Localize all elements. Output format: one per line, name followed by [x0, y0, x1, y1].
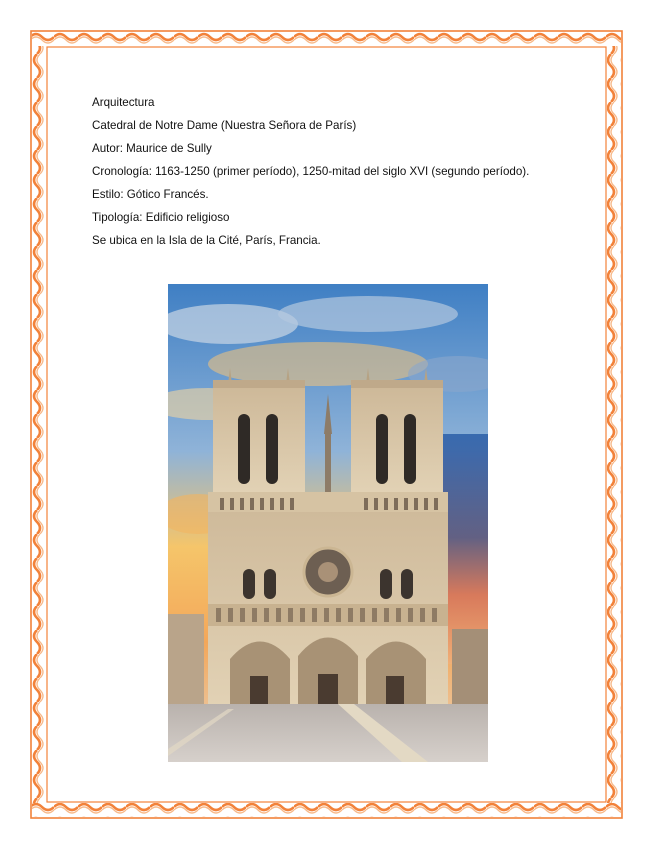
cathedral-photo [168, 284, 488, 762]
typology-line: Tipología: Edificio religioso [92, 211, 230, 224]
style-line: Estilo: Gótico Francés. [92, 188, 209, 201]
chronology-line: Cronología: 1163-1250 (primer período), 1250-mitad del siglo XVI (segundo período). [92, 165, 530, 178]
location-line: Se ubica en la Isla de la Cité, París, Francia. [92, 234, 321, 247]
document-body [92, 96, 542, 257]
author-line: Autor: Maurice de Sully [92, 142, 212, 155]
heading-subject: Arquitectura [92, 96, 155, 109]
monument-title: Catedral de Notre Dame (Nuestra Señora de París) [92, 119, 357, 132]
